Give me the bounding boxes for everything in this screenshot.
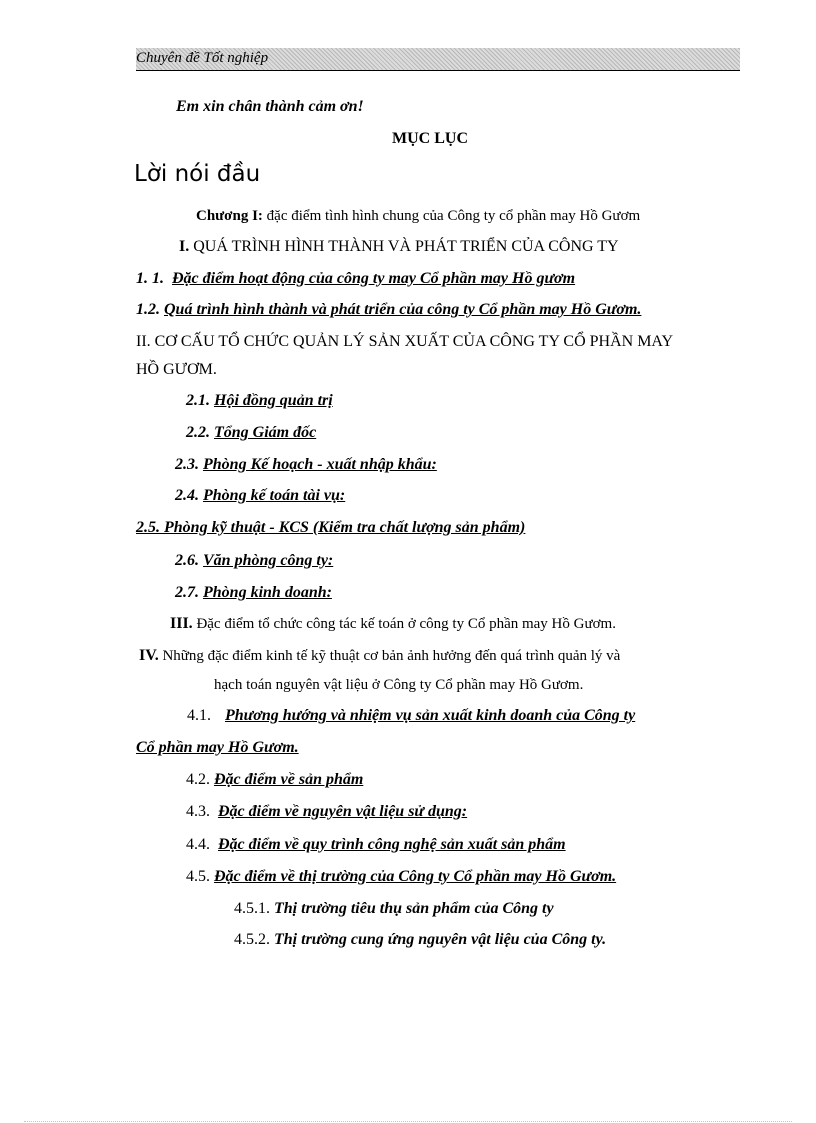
toc-item-2-5[interactable]: 2.5. Phòng kỹ thuật - KCS (Kiểm tra chất lượng sản phẩm) xyxy=(136,519,526,536)
page-bottom-rule xyxy=(24,1121,792,1122)
item-number: 2.1. xyxy=(186,392,210,409)
item-link: Đặc điểm về thị trường của Công ty Cổ phần may Hồ Gươm. xyxy=(214,868,617,885)
item-link: Hội đồng quản trị xyxy=(214,392,333,409)
item-number: 4.5.1. xyxy=(234,900,270,917)
page-header xyxy=(136,48,740,71)
toc-item-2-2[interactable] xyxy=(186,423,316,443)
item-number: 2.4. xyxy=(175,487,199,504)
item-link: Văn phòng công ty: xyxy=(203,552,334,569)
section-number: II. xyxy=(136,333,151,350)
toc-section-2[interactable] xyxy=(136,332,673,352)
toc-item-2-6[interactable] xyxy=(175,551,333,571)
item-link: Phòng kinh doanh: xyxy=(203,584,332,601)
item-number: 4.1. xyxy=(187,707,211,724)
toc-item-4-4[interactable] xyxy=(186,835,566,855)
toc-item-4-2[interactable] xyxy=(186,770,363,790)
toc-item-4-1[interactable] xyxy=(187,706,635,726)
toc-section-3[interactable] xyxy=(170,614,616,634)
section-number: III. xyxy=(170,615,193,632)
toc-item-4-5[interactable] xyxy=(186,867,616,887)
item-number: 2.7. xyxy=(175,584,199,601)
section-text: QUÁ TRÌNH HÌNH THÀNH VÀ PHÁT TRIỂN CỦA CÔNG TY xyxy=(193,238,619,255)
toc-title: MỤC LỤC xyxy=(392,130,468,147)
item-link: Đặc điểm hoạt động của công ty may Cổ phần may Hồ gươm xyxy=(172,270,576,287)
toc-item-2-1[interactable] xyxy=(186,391,333,411)
thanks-line: Em xin chân thành cảm ơn! xyxy=(176,98,364,115)
item-text: Thị trường cung ứng nguyên vật liệu của Công ty. xyxy=(274,931,607,948)
toc-item-4-1-cont[interactable]: Cổ phần may Hồ Gươm. xyxy=(136,739,299,756)
item-text: Thị trường tiêu thụ sản phẩm của Công ty xyxy=(274,900,554,917)
item-number: 4.3. xyxy=(186,803,210,820)
toc-chapter-1[interactable] xyxy=(196,206,640,226)
item-number: 4.4. xyxy=(186,836,210,853)
item-link: Đặc điểm về quy trình công nghệ sản xuất sản phẩm xyxy=(218,836,566,853)
section-text: CƠ CẤU TỔ CHỨC QUẢN LÝ SẢN XUẤT CỦA CÔNG TY CỔ PHẦN MAY xyxy=(154,333,674,350)
toc-item-2-7[interactable] xyxy=(175,583,332,603)
toc-section-4[interactable] xyxy=(139,646,620,666)
item-number: 1.2. xyxy=(136,301,160,318)
toc-item-1-2[interactable] xyxy=(136,300,641,320)
toc-item-4-5-1[interactable] xyxy=(234,899,554,919)
toc-section-1[interactable] xyxy=(179,237,619,257)
chapter-label: Chương I: xyxy=(196,208,263,224)
section-text: Đặc điểm tổ chức công tác kế toán ở công ty Cổ phần may Hồ Gươm. xyxy=(196,616,616,632)
toc-section-2-cont: HỒ GƯƠM. xyxy=(136,361,217,378)
item-link: Quá trình hình thành và phát triển của công ty Cổ phần may Hồ Gươm. xyxy=(164,301,642,318)
section-number: IV. xyxy=(139,647,159,664)
section-number: I. xyxy=(179,238,190,255)
toc-item-4-3[interactable] xyxy=(186,802,467,822)
item-link: Phương hướng và nhiệm vụ sản xuất kinh doanh của Công ty xyxy=(225,707,636,724)
toc-item-4-5-2[interactable] xyxy=(234,930,606,950)
item-number: 2.6. xyxy=(175,552,199,569)
toc-item-1-1[interactable] xyxy=(136,269,575,289)
chapter-text: đặc điểm tình hình chung của Công ty cổ phần may Hồ Gươm xyxy=(266,208,641,224)
item-number: 2.2. xyxy=(186,424,210,441)
toc-item-2-3[interactable] xyxy=(175,455,437,475)
item-number: 1. 1. xyxy=(136,270,164,287)
intro-heading: Lời nói đầu xyxy=(134,161,261,187)
toc-item-2-4[interactable] xyxy=(175,486,345,506)
item-number: 2.3. xyxy=(175,456,199,473)
item-number: 4.5. xyxy=(186,868,210,885)
item-number: 4.5.2. xyxy=(234,931,270,948)
toc-section-4-cont: hạch toán nguyên vật liệu ở Công ty Cổ phần may Hồ Gươm. xyxy=(214,677,584,693)
item-link: Phòng Kế hoạch - xuất nhập khẩu: xyxy=(203,456,437,473)
item-link: Đặc điểm về nguyên vật liệu sử dụng: xyxy=(218,803,468,820)
item-number: 4.2. xyxy=(186,771,210,788)
item-link: Phòng kế toán tài vụ: xyxy=(203,487,346,504)
item-link: Đặc điểm về sản phẩm xyxy=(214,771,364,788)
item-link: Tổng Giám đốc xyxy=(214,424,317,441)
section-text: Những đặc điểm kinh tế kỹ thuật cơ bản ảnh hưởng đến quá trình quản lý và xyxy=(162,648,621,664)
header-title: Chuyên đề Tốt nghiệp xyxy=(136,50,269,66)
